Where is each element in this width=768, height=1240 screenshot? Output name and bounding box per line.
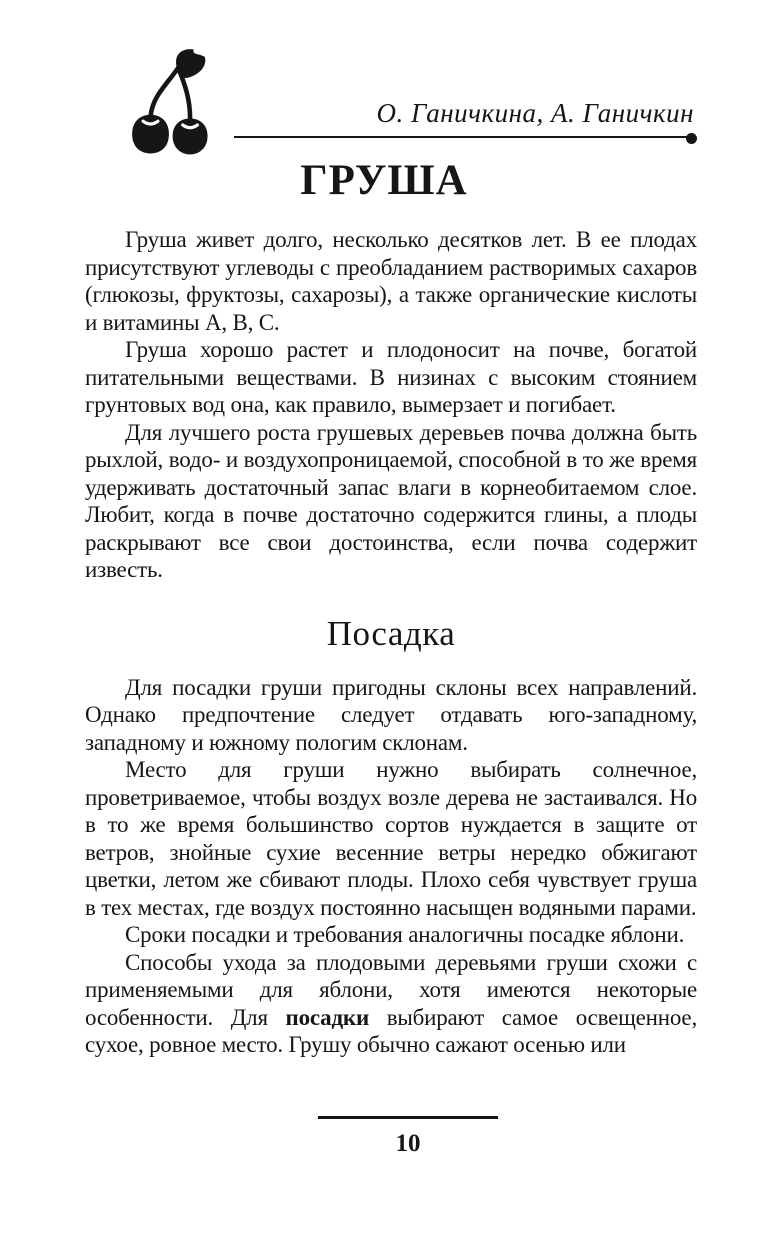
cherries-logo-icon xyxy=(122,46,214,156)
paragraph: Для лучшего роста грушевых деревьев почва должна быть рыхлой, водо- и воздухопроницаемой, способной в то же время удерживать достаточный запас влаги в корнеобитаемом слое. Любит, когда в почве достаточно содержится глины, а плоды раскрывают все свои достоинства, если почва содержит известь. xyxy=(85,419,697,582)
paragraph: Сроки посадки и требования аналогичны посадке яблони. xyxy=(125,922,685,947)
header-rule xyxy=(234,136,690,138)
section-heading: Посадка xyxy=(326,613,456,653)
bold-term: посадки xyxy=(285,1004,370,1030)
paragraph: Для посадки груши пригодны склоны всех направлений. Однако предпочтение следует отдавать юго-западному, западному и южному пологим склонам. xyxy=(85,674,697,755)
chapter-title: ГРУША xyxy=(300,157,468,204)
paragraph: Место для груши нужно выбирать солнечное, проветриваемое, чтобы воздух возле дерева не застаивался. Но в то же время большинство сортов нуждается в защите от ветров, знойные сухие весенние ветры нередко обжигают цветки, летом же сбивают плоды. Плохо себя чувствует груша в тех местах, где воздух постоянно насыщен водяными парами. xyxy=(85,757,697,920)
page-number: 10 xyxy=(395,1130,421,1157)
paragraph: Груша хорошо растет и плодоносит на почве, богатой питательными веществами. В низинах с высоким стоянием грунтовых вод она, как правило, вымерзает и погибает. xyxy=(85,337,697,417)
paragraph: Груша живет долго, несколько десятков лет. В ее плодах присутствуют углеводы с преобладанием растворимых сахаров (глюкозы, фруктозы, сахарозы), а также органические кислоты и витамины А, В, С. xyxy=(85,227,697,335)
page-content xyxy=(85,226,697,1059)
authors-running-head: О. Ганичкина, А. Ганичкин xyxy=(376,98,694,128)
footer-rule xyxy=(318,1116,498,1119)
paragraph: Способы ухода за плодовыми деревьями груши схожи с применяемыми для яблони, хотя имеются некоторые особенности. Для посадки выбирают самое освещенное, сухое, ровное место. Грушу обычно сажают осенью или xyxy=(85,949,697,1057)
rule-end-dot-icon xyxy=(686,133,697,144)
page-footer xyxy=(48,1106,768,1158)
